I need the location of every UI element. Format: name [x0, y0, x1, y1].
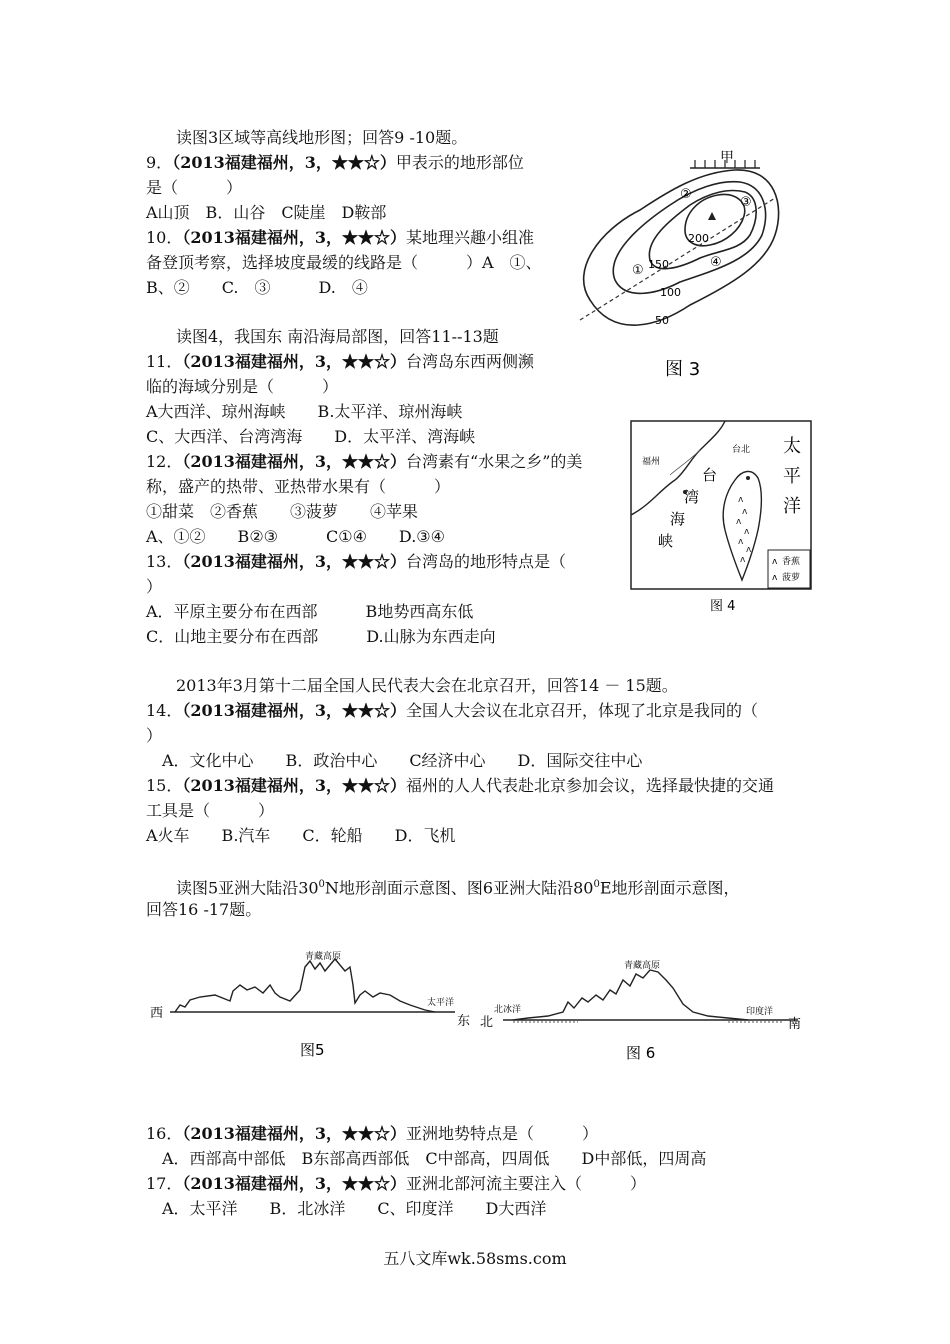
q12-stem-cont: 称，盛产的热带、亚热带水果有（ ）: [146, 477, 451, 496]
q14-stem: 全国人大会议在北京召开，体现了北京是我同的（: [406, 701, 759, 720]
q13-options-2: C．山地主要分布在西部 D.山脉为东西走向: [146, 627, 496, 646]
svg-text:ʌ: ʌ: [738, 537, 744, 547]
question-9: [146, 153, 524, 173]
fig3-contour-100: 100: [660, 286, 681, 299]
fig4-ocean-char-2: 平: [783, 466, 801, 487]
q14-stem-cont: ）: [146, 726, 163, 745]
footer-watermark: 五八文库wk.58sms.com: [383, 1249, 567, 1268]
q10-tag: （2013福建福州，3，★★☆）: [182, 228, 407, 247]
q11-stem: 台湾岛东西两侧濒: [406, 352, 535, 371]
fig6-north-label: 北: [480, 1015, 494, 1030]
fig3-contour-200: 200: [688, 232, 709, 245]
q12-stem: 台湾素有“水果之乡”的美: [406, 452, 583, 471]
svg-text:ʌ: ʌ: [744, 527, 750, 537]
svg-text:ʌ: ʌ: [738, 495, 744, 505]
fig5-plateau-label: 青藏高原: [305, 952, 342, 962]
q12-items: ①甜菜 ②香蕉 ③菠萝 ④苹果: [146, 502, 419, 521]
q16-num: 16．: [146, 1124, 183, 1143]
question-16: [146, 1124, 598, 1144]
intro-lon: 80: [573, 878, 594, 898]
question-17: [146, 1174, 646, 1194]
fig3-route-1: ①: [632, 263, 644, 278]
q9-tag: （2013福建福州，3，★★☆）: [172, 153, 396, 172]
intro-lon-deg: 0: [593, 879, 600, 890]
intro-fig5-6-a: 读图5亚洲大陆沿: [176, 878, 299, 898]
q13-tag: （2013福建福州，3，★★☆）: [182, 552, 407, 571]
q16-tag: （2013福建福州，3，★★☆）: [182, 1124, 407, 1143]
fig4-strait-char-1: 台: [702, 466, 718, 484]
fig4-strait-char-3: 海: [670, 510, 686, 528]
q13-num: 13．: [146, 552, 183, 571]
question-11: [146, 352, 534, 372]
intro-fig3: 读图3区域等高线地形图；回答9 -10题。: [176, 128, 468, 147]
q10-stem-cont: 备登顶考察，选择坡度最缓的线路是（ ）A ①、: [146, 253, 542, 272]
fig3-contour-150: 150: [648, 258, 669, 271]
fig4-taibei-label: 台北: [732, 445, 751, 455]
svg-text:ʌ: ʌ: [746, 545, 752, 555]
fig5-east-label: 东: [457, 1014, 471, 1029]
q17-stem: 亚洲北部河流主要注入（ ）: [406, 1174, 647, 1193]
svg-text:ʌ: ʌ: [740, 555, 746, 565]
q15-stem: 福州的人人代表赴北京参加会议，选择最快捷的交通: [406, 776, 775, 795]
fig5-terrain: [175, 959, 435, 1012]
fig3-route-2: ②: [680, 187, 692, 202]
q10-stem: 某地理兴趣小组准: [406, 228, 535, 247]
fig6-arctic-label: 北冰洋: [494, 1005, 522, 1015]
fig3-contour-50: 50: [655, 314, 669, 327]
fig4-ocean-char-1: 太: [783, 436, 801, 457]
fig5-ocean-label: 太平洋: [427, 998, 455, 1008]
intro-fig5-6-cont: 回答16 -17题。: [146, 900, 262, 919]
q11-stem-cont: 临的海域分别是（ ）: [146, 377, 339, 396]
q11-options-2: C、大西洋、台湾湾海 D．太平洋、湾海峡: [146, 427, 476, 446]
fig6-plateau-label: 青藏高原: [624, 961, 661, 971]
q16-options: A．西部高中部低 B东部高西部低 C中部高，四周低 D中部低，四周高: [146, 1149, 707, 1168]
fig4-ocean-char-3: 洋: [783, 496, 801, 517]
q11-tag: （2013福建福州，3，★★☆）: [182, 352, 407, 371]
fig3-jia-label: 甲: [720, 150, 734, 166]
fig4-caption: 图 4: [710, 599, 736, 614]
q15-num: 15．: [146, 776, 183, 795]
q13-options-1: A．平原主要分布在西部 B地势西高东低: [146, 602, 474, 621]
intro-fig4: 读图4，我国东 南沿海局部图，回答11--13题: [176, 327, 499, 346]
fig3-route-4: ④: [710, 255, 722, 270]
q17-tag: （2013福建福州，3，★★☆）: [182, 1174, 407, 1193]
q9-stem-cont: 是（ ）: [146, 178, 243, 197]
fig4-strait-char-2: 湾: [684, 488, 700, 506]
question-12: [146, 452, 582, 472]
q13-stem: 台湾岛的地形特点是（: [406, 552, 567, 571]
q17-options: A．太平洋 B．北冰洋 C、印度洋 D大西洋: [146, 1199, 547, 1218]
pineapple-legend-icon: ʌ: [772, 573, 778, 583]
figure-3-contour-map: [560, 150, 810, 385]
intro-npc: 2013年3月第十二届全国人民代表大会在北京召开，回答14 － 15题。: [176, 676, 678, 695]
q14-num: 14．: [146, 701, 183, 720]
fig6-south-label: 南: [788, 1017, 802, 1032]
q10-num: 10．: [146, 228, 183, 247]
q15-stem-cont: 工具是（ ）: [146, 801, 275, 820]
intro-lon-unit: E地形剖面示意图，: [599, 878, 740, 898]
summit-marker-icon: [708, 212, 716, 220]
fig6-indian-label: 印度洋: [746, 1007, 774, 1017]
q14-options: A．文化中心 B．政治中心 C经济中心 D．国际交往中心: [146, 751, 643, 770]
q12-options: A、①② B②③ C①④ D.③④: [146, 527, 445, 546]
intro-lat-unit: N地形剖面示意图、图6亚洲大陆沿: [324, 878, 574, 898]
intro-fig5-6: [176, 875, 740, 898]
q14-tag: （2013福建福州，3，★★☆）: [182, 701, 407, 720]
fig3-route-3: ③: [740, 195, 752, 210]
intro-lat-deg: 0: [318, 879, 325, 890]
q9-options: A山顶 B．山谷 C陡崖 D鞍部: [146, 203, 387, 222]
fig5-west-label: 西: [150, 1006, 164, 1021]
fig5-caption: 图5: [300, 1041, 325, 1059]
figure-5-profile-30n: [145, 945, 475, 1065]
fig6-caption: 图 6: [626, 1044, 656, 1062]
q12-tag: （2013福建福州，3，★★☆）: [182, 452, 407, 471]
fig4-strait-char-4: 峡: [658, 532, 674, 550]
q11-num: 11．: [146, 352, 183, 371]
q15-tag: （2013福建福州，3，★★☆）: [182, 776, 407, 795]
q9-num: 9．: [146, 153, 173, 172]
q9-stem: 甲表示的地形部位: [395, 153, 524, 172]
figure-4-taiwan-map: [630, 420, 815, 620]
question-10: [146, 228, 534, 248]
intro-lat: 30: [298, 878, 319, 898]
fig4-legend-banana: 香蕉: [782, 557, 801, 567]
q16-stem: 亚洲地势特点是（ ）: [406, 1124, 599, 1143]
q10-options: B、② C. ③ D. ④: [146, 278, 368, 297]
q17-num: 17．: [146, 1174, 183, 1193]
question-13: [146, 552, 566, 572]
fig4-fuzhou-label: 福州: [642, 457, 661, 467]
fig3-caption: 图 3: [665, 359, 701, 380]
figure-6-profile-80e: [478, 950, 810, 1070]
question-15: [146, 776, 774, 796]
q13-stem-cont: ）: [146, 577, 163, 596]
svg-text:ʌ: ʌ: [736, 517, 742, 527]
q12-num: 12．: [146, 452, 183, 471]
svg-text:ʌ: ʌ: [742, 507, 748, 517]
q11-options-1: A大西洋、琼州海峡 B.太平洋、琼州海峡: [146, 402, 463, 421]
q15-options: A火车 B.汽车 C．轮船 D．飞机: [146, 826, 456, 845]
fig4-legend-pineapple: 菠萝: [782, 573, 801, 583]
banana-legend-icon: ʌ: [772, 557, 778, 567]
fig6-terrain: [513, 970, 748, 1020]
question-14: [146, 701, 758, 721]
